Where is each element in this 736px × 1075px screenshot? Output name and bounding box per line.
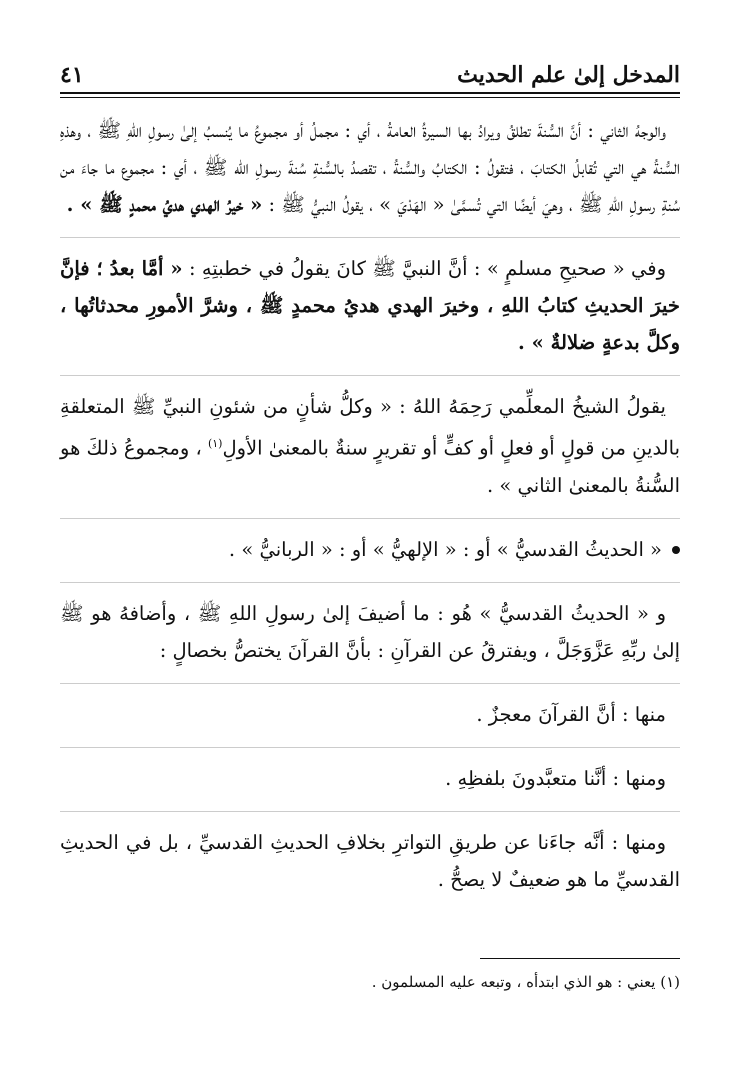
paragraph-sunnah-second-meaning — [60, 112, 680, 223]
separator — [60, 811, 680, 812]
hadith-quote: « خيرُ الهدي هديُ محمدٍ ﷺ » . — [66, 193, 263, 216]
paragraph-qudsi-point-1: منها : أنَّ القرآنَ معجزٌ . — [476, 702, 666, 726]
bullet-text: « الحديثُ القدسيُّ » أو : « الإلهيُّ » أو : « الربانيُّ » . — [228, 537, 662, 561]
paragraph-qudsi-point-3: ومنها : أنَّه جاءَنا عن طريقِ التواترِ بخلافِ الحديثِ القدسيِّ ، بل في الحديثِ القدسيِّ ما هو ضعيفٌ لا يصحُّ . — [60, 830, 680, 891]
paragraph-text: يقولُ الشيخُ المعلِّمي رَحِمَهُ اللهُ : « وكلُّ شأنٍ من شئونِ النبيِّ ﷺ المتعلقةِ بالدينِ من قولٍ أو فعلٍ أو كفٍّ أو تقريرٍ سنةٌ بالمعنىٰ الأولِ — [60, 395, 680, 460]
running-title: المدخل إلىٰ علم الحديث — [457, 62, 680, 88]
bullet-heading — [60, 531, 680, 568]
separator — [60, 237, 680, 238]
paragraph-qudsi-definition: و « الحديثُ القدسيُّ » هُو : ما أضيفَ إلىٰ رسولِ اللهِ ﷺ ، وأضافهُ هو ﷺ إلىٰ ربِّهِ عَزَّوَجَلَّ ، ويفترقُ عن القرآنِ : بأنَّ القرآنَ يختصُّ بخصالٍ : — [60, 601, 680, 662]
hadith-quote: « أمَّا بعدُ ؛ فإنَّ خيرَ الحديثِ كتابُ اللهِ ، وخيرَ الهدي هديُ محمدٍ ﷺ ، وشرَّ الأمورِ محدثاتُها ، وكلَّ بدعةٍ ضلالةٌ » . — [60, 257, 680, 354]
separator — [60, 518, 680, 519]
book-page — [60, 48, 680, 995]
paragraph-text: ، ومجموعُ ذلكَ هو السُّنةُ بالمعنىٰ الثاني » . — [60, 436, 680, 497]
paragraph-muallimi — [60, 388, 680, 504]
footnote: (١) يعني : هو الذي ابتدأه ، وتبعه عليه المسلمون . — [371, 972, 680, 991]
page-number: ٤١ — [60, 62, 84, 88]
separator — [60, 582, 680, 583]
footnote-marker: (١) — [207, 437, 223, 450]
separator — [60, 683, 680, 684]
page-header — [60, 48, 680, 94]
paragraph-sahih-muslim — [60, 250, 680, 361]
separator — [60, 747, 680, 748]
page-body — [60, 112, 680, 995]
footnote-rule — [480, 958, 680, 959]
paragraph-qudsi-point-2: ومنها : أنَّنا متعبَّدونَ بلفظِهِ . — [445, 766, 666, 790]
paragraph-text: والوجهُ الثاني : أنَّ السُّنةَ تطلقُ ويرادُ بها السيرةُ العامةُ ، أي : مجملُ أو مجموعُ ما يُنسبُ إلىٰ رسولِ اللهِ ﷺ ، وهذهِ السُّنةُ هي التي تُقابلُ الكتابَ ، فتقولُ : الكتابُ والسُّنةُ ، تقصدُ بالسُّنةِ سُنةَ رسولِ الله ﷺ ، أي : مجموع ما جاءَ من سُنةِ رسولِ اللهِ ﷺ ، وهيَ أيضًا التي تُسمَّىٰ « الهَدْيَ » ، يقولُ النبيُّ ﷺ : — [60, 119, 680, 216]
separator — [60, 375, 680, 376]
paragraph-text: وفي « صحيحِ مسلمٍ » : أنَّ النبيَّ ﷺ كانَ يقولُ في خطبتِهِ : — [188, 257, 666, 280]
header-rule — [60, 97, 680, 98]
bullet-dot-icon — [672, 546, 680, 554]
